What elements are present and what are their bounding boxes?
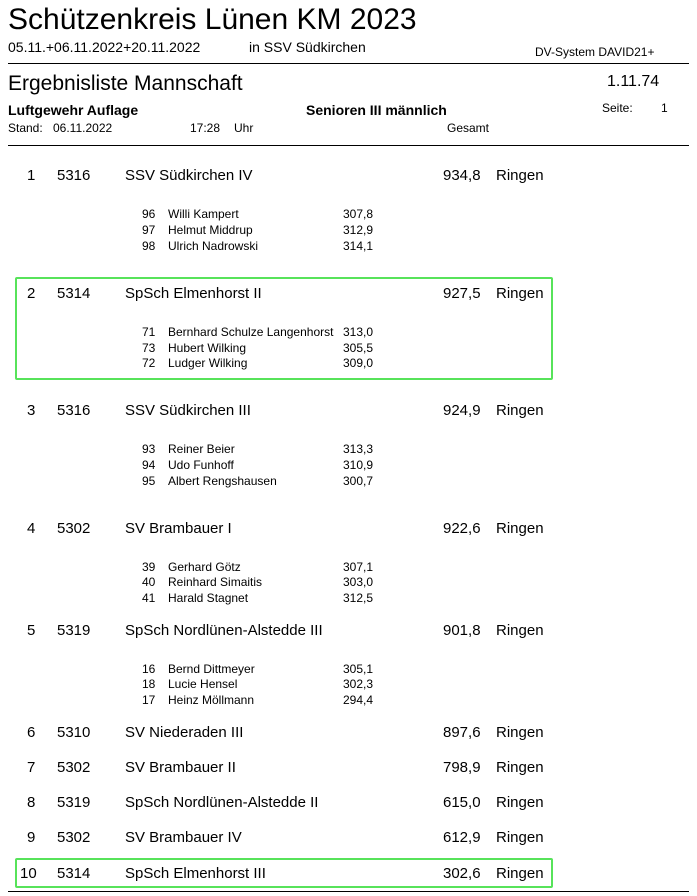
team-rank: 8 [27, 794, 36, 811]
team-score-unit: Ringen [496, 167, 544, 184]
shooter-row [0, 591, 697, 607]
shooter-number: 96 [142, 207, 156, 221]
team-score-unit: Ringen [496, 622, 544, 639]
team-club-number: 5302 [57, 829, 91, 846]
team-score-unit: Ringen [496, 759, 544, 776]
shooter-row [0, 442, 697, 458]
shooter-number: 18 [142, 677, 156, 691]
team-rank: 5 [27, 622, 36, 639]
shooter-name: Bernd Dittmeyer [168, 662, 255, 676]
shooter-name: Udo Funhoff [168, 458, 234, 472]
shooter-score: 294,4 [343, 693, 374, 707]
shooter-row [0, 207, 697, 223]
team-score-unit: Ringen [496, 285, 544, 302]
shooter-row [0, 662, 697, 678]
shooter-score: 309,0 [343, 356, 374, 370]
team-score: 615,0 [443, 794, 481, 811]
shooter-score: 305,5 [343, 341, 374, 355]
shooter-number: 98 [142, 239, 156, 253]
team-name: SV Brambauer II [125, 759, 236, 776]
team-score-unit: Ringen [496, 520, 544, 537]
team-rank: 3 [27, 402, 36, 419]
team-row [0, 622, 697, 642]
team-club-number: 5319 [57, 622, 91, 639]
stand-label: Stand: [8, 121, 43, 135]
team-score: 934,8 [443, 167, 481, 184]
shooter-number: 95 [142, 474, 156, 488]
shooter-row [0, 239, 697, 255]
team-rank: 9 [27, 829, 36, 846]
table-header-divider [8, 145, 689, 146]
footer-divider [8, 891, 689, 892]
shooter-name: Heinz Möllmann [168, 693, 255, 707]
shooter-name: Ludger Wilking [168, 356, 248, 370]
system-name: DV-System DAVID21+ [535, 45, 655, 59]
shooter-score: 307,8 [343, 207, 374, 221]
shooter-score: 313,0 [343, 325, 374, 339]
page-title: Schützenkreis Lünen KM 2023 [8, 3, 417, 36]
shooter-row [0, 458, 697, 474]
team-club-number: 5319 [57, 794, 91, 811]
team-name: SSV Südkirchen IV [125, 167, 253, 184]
version-number: 1.11.74 [607, 73, 660, 90]
page-number: 1 [661, 101, 668, 115]
team-name: SV Brambauer IV [125, 829, 242, 846]
shooter-score: 303,0 [343, 575, 374, 589]
shooter-score: 302,3 [343, 677, 374, 691]
shooter-score: 305,1 [343, 662, 374, 676]
shooter-number: 93 [142, 442, 156, 456]
shooter-name: Harald Stagnet [168, 591, 249, 605]
team-rank: 6 [27, 724, 36, 741]
team-score: 612,9 [443, 829, 481, 846]
shooter-score: 307,1 [343, 560, 374, 574]
shooter-name: Willi Kampert [168, 207, 239, 221]
team-row [0, 285, 697, 305]
team-name: SpSch Elmenhorst III [125, 865, 266, 882]
team-club-number: 5316 [57, 167, 91, 184]
shooter-row [0, 693, 697, 709]
team-score-unit: Ringen [496, 794, 544, 811]
shooter-row [0, 325, 697, 341]
shooter-number: 40 [142, 575, 156, 589]
shooter-name: Reinhard Simaitis [168, 575, 263, 589]
team-club-number: 5310 [57, 724, 91, 741]
team-row [0, 829, 697, 849]
shooter-number: 16 [142, 662, 156, 676]
shooter-number: 97 [142, 223, 156, 237]
team-rank: 1 [27, 167, 36, 184]
shooter-row [0, 474, 697, 490]
page-label: Seite: [602, 101, 633, 115]
team-row [0, 724, 697, 744]
team-name: SSV Südkirchen III [125, 402, 251, 419]
list-title: Ergebnisliste Mannschaft [8, 72, 243, 95]
shooter-number: 17 [142, 693, 156, 707]
team-club-number: 5314 [57, 285, 91, 302]
team-row [0, 865, 697, 885]
team-rank: 7 [27, 759, 36, 776]
team-score: 924,9 [443, 402, 481, 419]
shooter-number: 72 [142, 356, 156, 370]
shooter-score: 314,1 [343, 239, 374, 253]
shooter-number: 41 [142, 591, 156, 605]
shooter-score: 313,3 [343, 442, 374, 456]
shooter-name: Lucie Hensel [168, 677, 238, 691]
team-row [0, 794, 697, 814]
shooter-row [0, 341, 697, 357]
column-header-gesamt: Gesamt [447, 121, 490, 135]
shooter-row [0, 560, 697, 576]
shooter-score: 310,9 [343, 458, 374, 472]
team-name: SpSch Elmenhorst II [125, 285, 262, 302]
competition-dates: 05.11.+06.11.2022+20.11.2022 [8, 39, 201, 55]
shooter-score: 312,9 [343, 223, 374, 237]
team-score: 897,6 [443, 724, 481, 741]
shooter-name: Albert Rengshausen [168, 474, 277, 488]
shooter-number: 39 [142, 560, 156, 574]
team-score: 901,8 [443, 622, 481, 639]
team-score: 302,6 [443, 865, 481, 882]
header-divider [8, 63, 689, 64]
team-score-unit: Ringen [496, 402, 544, 419]
shooter-number: 71 [142, 325, 156, 339]
team-name: SV Niederaden III [125, 724, 244, 741]
team-name: SpSch Nordlünen-Alstedde III [125, 622, 323, 639]
team-row [0, 402, 697, 422]
team-name: SpSch Nordlünen-Alstedde II [125, 794, 319, 811]
team-score-unit: Ringen [496, 829, 544, 846]
team-club-number: 5314 [57, 865, 91, 882]
team-name: SV Brambauer I [125, 520, 232, 537]
team-club-number: 5302 [57, 520, 91, 537]
team-row [0, 759, 697, 779]
shooter-name: Helmut Middrup [168, 223, 253, 237]
shooter-row [0, 575, 697, 591]
shooter-name: Ulrich Nadrowski [168, 239, 259, 253]
team-club-number: 5316 [57, 402, 91, 419]
competition-venue: in SSV Südkirchen [249, 39, 366, 55]
team-rank: 2 [27, 285, 36, 302]
shooter-row [0, 223, 697, 239]
shooter-name: Gerhard Götz [168, 560, 241, 574]
team-score: 922,6 [443, 520, 481, 537]
shooter-name: Reiner Beier [168, 442, 235, 456]
shooter-score: 300,7 [343, 474, 374, 488]
age-class: Senioren III männlich [306, 102, 447, 118]
team-score-unit: Ringen [496, 865, 544, 882]
shooter-row [0, 356, 697, 372]
shooter-score: 312,5 [343, 591, 374, 605]
discipline: Luftgewehr Auflage [8, 102, 139, 118]
team-rank: 10 [20, 865, 37, 882]
shooter-number: 73 [142, 341, 156, 355]
team-score: 798,9 [443, 759, 481, 776]
team-score: 927,5 [443, 285, 481, 302]
team-club-number: 5302 [57, 759, 91, 776]
shooter-row [0, 677, 697, 693]
team-row [0, 167, 697, 187]
shooter-number: 94 [142, 458, 156, 472]
stand-date: 06.11.2022 [53, 121, 113, 135]
shooter-name: Bernhard Schulze Langenhorst [168, 325, 334, 339]
team-row [0, 520, 697, 540]
team-rank: 4 [27, 520, 36, 537]
stand-uhr: Uhr [234, 121, 254, 135]
shooter-name: Hubert Wilking [168, 341, 247, 355]
team-score-unit: Ringen [496, 724, 544, 741]
stand-time: 17:28 [190, 121, 221, 135]
